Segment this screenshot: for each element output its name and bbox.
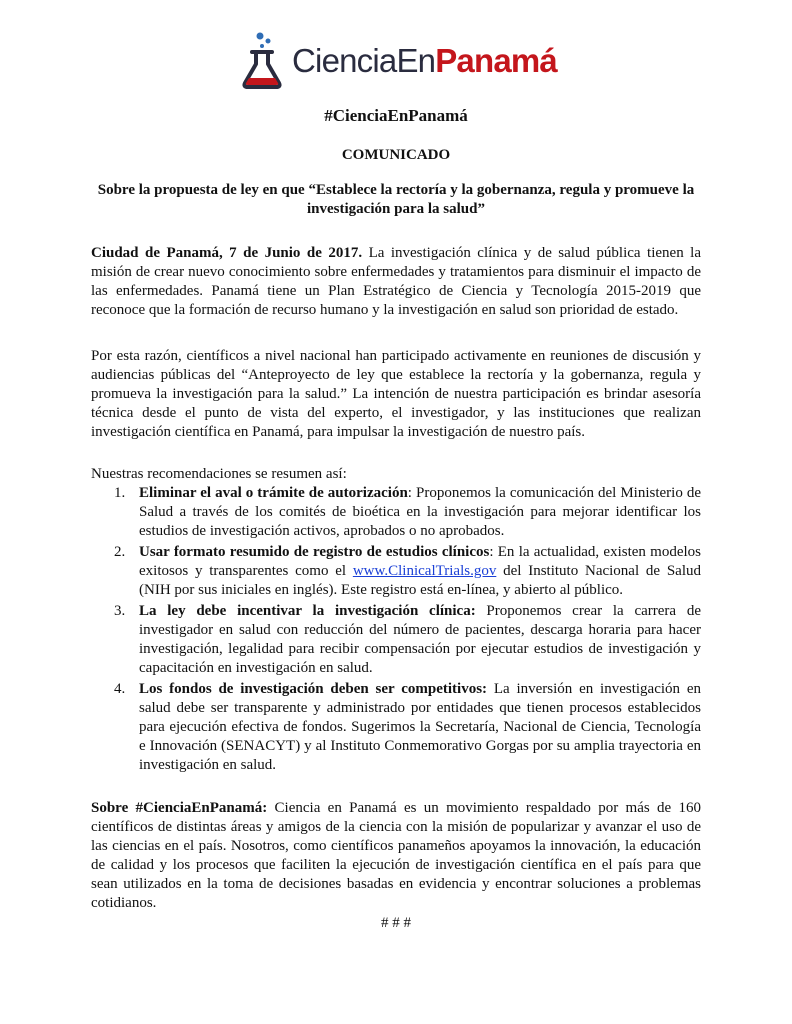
recommendation-text: La inversión en investigación en salud debe ser transparente y administrado por entidades que tienen procesos establecidos para ejecución efectiva de fondos. Sugerimos la Secretaría, Nacional de Ciencia, Tecnología e Innovación (SENACYT) y al Instituto Conmemorativo Gorgas por su amplia trayectoria en investigación en salud. bbox=[139, 681, 701, 773]
recommendation-item bbox=[114, 602, 701, 678]
logo bbox=[240, 30, 557, 90]
flask-icon bbox=[240, 30, 290, 90]
recommendation-number: 3. bbox=[114, 603, 126, 619]
logo-wordmark bbox=[292, 41, 557, 79]
recommendation-text: : En la actualidad, existen modelos exitosos y transparentes como el bbox=[139, 544, 701, 579]
recommendations-intro: Nuestras recomendaciones se resumen así: bbox=[91, 466, 347, 482]
recommendation-title: Eliminar el aval o trámite de autorización bbox=[139, 485, 408, 501]
recommendation-number: 2. bbox=[114, 544, 126, 560]
recommendation-number: 4. bbox=[114, 681, 126, 697]
paragraph-intro-text: La investigación clínica y de salud pública tienen la misión de crear nuevo conocimiento sobre enfermedades y tratamientos para disminuir el impacto de las enfermedades. Panamá tiene un Plan Estratégico de Ciencia y Tecnología 2015-2019 que reconoce que la formación de recurso humano y la investigación en salud son prioridad de estado. bbox=[91, 245, 701, 318]
end-mark: # # # bbox=[381, 915, 411, 931]
recommendation-item bbox=[114, 543, 701, 600]
clinicaltrials-link[interactable]: www.ClinicalTrials.gov bbox=[352, 563, 497, 579]
logo-text-part2: Panamá bbox=[435, 41, 557, 79]
paragraph-participation: Por esta razón, científicos a nivel nacional han participado activamente en reuniones de discusión y audiencias públicas del “Anteproyecto de ley que establece la rectoría y la gobernanza, regula y promueva la investigación para la salud.” La intención de nuestra participación es brindar asesoría técnica desde el punto de vista del experto, el investigador, y las instituciones que realizan investigación científica en Panamá, para impulsar la investigación de nuestro país. bbox=[91, 348, 701, 440]
hashtag-heading: #CienciaEnPanamá bbox=[324, 106, 468, 125]
paragraph-about-lead: Sobre #CienciaEnPanamá: bbox=[91, 800, 268, 816]
recommendation-title: Usar formato resumido de registro de estudios clínicos bbox=[139, 544, 490, 560]
recommendation-item bbox=[114, 484, 701, 541]
document-subject: Sobre la propuesta de ley en que “Establece la rectoría y la gobernanza, regula y promueve la investigación para la salud” bbox=[97, 182, 695, 217]
recommendation-text: Proponemos crear la carrera de investigador en salud con reducción del número de pacientes, descarga horaria para hacer investigación, legalidad para recibir compensación por ejecutar estudios de investigación y capacitación en investigación en salud. bbox=[139, 603, 701, 676]
recommendation-text: : Proponemos la comunicación del Ministerio de Salud a través de los comités de bioética en la investigación para mejorar identificar los estudios de investigación activos, aprobados o no aprobados. bbox=[139, 485, 702, 539]
document-title: COMUNICADO bbox=[341, 147, 451, 163]
recommendation-item bbox=[114, 680, 701, 775]
recommendation-title: Los fondos de investigación deben ser competitivos: bbox=[139, 681, 488, 697]
recommendation-title: La ley debe incentivar la investigación clínica: bbox=[139, 603, 476, 619]
recommendation-text-continued: del Instituto Nacional de Salud (NIH por sus iniciales en inglés). Este registro está en-línea, y abierto al público. bbox=[139, 563, 702, 598]
paragraph-intro-lead: Ciudad de Panamá, 7 de Junio de 2017. bbox=[91, 245, 363, 261]
logo-text-part1: CienciaEn bbox=[292, 41, 436, 79]
recommendation-number: 1. bbox=[114, 485, 126, 501]
paragraph-intro bbox=[91, 244, 701, 320]
paragraph-about-text: Ciencia en Panamá es un movimiento respaldado por más de 160 científicos de distintas áreas y amigos de la ciencia con la misión de popularizar y avanzar el uso de las ciencias en el país. Nosotros, como científicos panameños apoyamos la innovación, la educación de calidad y los procesos que faciliten la ejecución de investigación científica en el país para que sean utilizados en la toma de decisiones basadas en evidencia y encontrar soluciones a problemas cotidianos. bbox=[91, 800, 701, 911]
paragraph-about bbox=[91, 799, 701, 913]
